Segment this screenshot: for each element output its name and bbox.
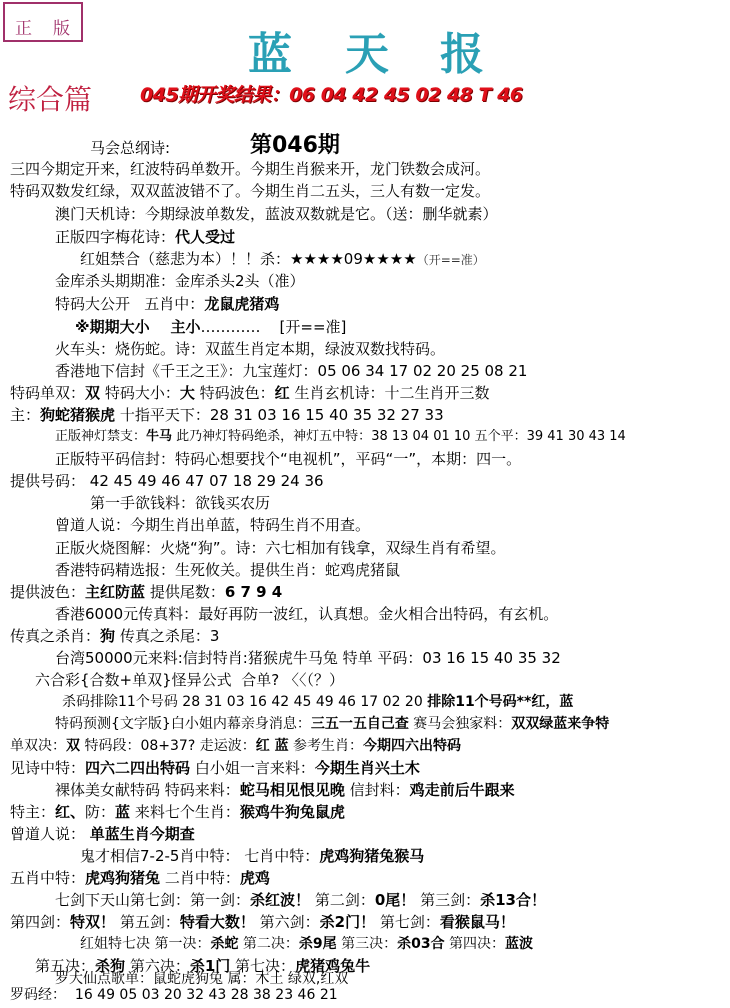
rule-4-value: 蓝波 (505, 936, 534, 952)
sword-1-label: 第一剑： (190, 891, 251, 909)
line-label: 罗大仙点歌单： (55, 971, 153, 987)
line-label-2: 赛马会独家料： (413, 716, 512, 732)
line-value-2: 今期生肖兴土木 (314, 759, 420, 777)
line-23 (10, 625, 219, 647)
line-value-2: 蛇鸡虎猪鼠 (325, 561, 401, 579)
masthead-title (0, 18, 730, 80)
line-17 (90, 492, 270, 514)
sword-4-label: 第四剑： (10, 913, 71, 931)
rule-7-value: 虎猪鸡兔牛 (295, 957, 371, 975)
masthead-char-2: 天 (345, 29, 391, 80)
line-label: 火车头： (55, 340, 116, 358)
sword-6-label: 第六剑： (259, 913, 320, 931)
line-value: 蛇马相见恨见晚 (239, 781, 345, 799)
line-19 (55, 537, 506, 559)
line-label-2: 七肖中特： (244, 847, 320, 865)
sword-6-value: 杀2门！ (319, 913, 376, 931)
line-label: 台湾50000元来料:信封特肖: (55, 649, 248, 667)
line-label: 五肖中特： (10, 869, 86, 887)
line-15 (55, 448, 521, 470)
line-numbers: 28 31 03 16 15 40 35 32 27 33 (209, 406, 444, 424)
line-value: 最好再防一波红，认真想。金火相合出特码，有玄机。 (198, 605, 559, 623)
line-18 (55, 514, 370, 536)
line-04 (55, 203, 498, 225)
line-06 (80, 248, 485, 270)
sword-7-value: 看猴鼠马！ (439, 913, 515, 931)
line-11 (55, 360, 527, 382)
line-32 (10, 823, 195, 845)
masthead-char-3: 报 (440, 29, 486, 80)
line-numbers: 28 31 03 16 42 45 49 46 17 02 20 (182, 694, 423, 710)
line-value-3: 猴鸡牛狗兔鼠虎 (239, 803, 345, 821)
line-21 (10, 581, 282, 603)
line-label: 红姐禁合（慈悲为本）！！杀： (80, 250, 291, 268)
rule-6-value: 杀1门 (189, 957, 231, 975)
line-value: 牛马 (146, 429, 173, 444)
rule-3-value: 杀03合 (397, 936, 445, 952)
line-02 (10, 158, 490, 180)
line-label-2: 特码段： (84, 738, 141, 754)
stamp-left-char: 正 (15, 19, 32, 39)
line-label: 正版四字梅花诗： (55, 228, 176, 246)
line-value: 虎鸡狗猪兔 (85, 869, 161, 887)
line-value-3: 红 蓝 (255, 738, 289, 754)
line-label-2: 提供生肖： (250, 561, 326, 579)
line-label-2: 白小姐一言来料： (194, 759, 315, 777)
line-22 (55, 603, 558, 625)
line-label: 澳门天机诗： (55, 205, 146, 223)
line-value: 今期绿波单数发，蓝波双数就是它。（送：删华就素） (145, 205, 498, 223)
line-value: 排除11个号码**红，蓝 (427, 694, 574, 710)
stamp-right-char: 版 (53, 19, 70, 39)
line-numbers: 05 06 34 17 02 20 25 08 21 (317, 362, 528, 380)
line-value: 双 (66, 738, 80, 754)
rule-4-label: 第四决： (449, 936, 506, 952)
value-zodiac-poem: 十二生肖开三数 (384, 384, 490, 402)
line-05 (55, 226, 235, 248)
rule-1-value: 杀蛇 (210, 936, 239, 952)
label-size: 特码大小： (104, 384, 180, 402)
line-24 (55, 647, 561, 669)
line-value: 欲钱买农历 (195, 494, 271, 512)
line-value-2: 3 (209, 627, 220, 645)
line-value: 〈〈（？） (283, 671, 344, 689)
line-label-3: 五个平： (474, 429, 527, 444)
line-25 (35, 669, 344, 691)
line-value: 四六二四出特码 (85, 759, 191, 777)
sword-1-value: 杀红波！ (250, 891, 311, 909)
rule-3-label: 第三决： (341, 936, 398, 952)
sword-5-value: 特看大数！ (179, 913, 255, 931)
line-label: 六合彩{合数+单双}怪异公式 合单? (35, 671, 280, 689)
masthead-char-1: 蓝 (248, 29, 294, 80)
line-value: 火烧“狗”。诗：六七相加有钱拿，双绿生肖有希望。 (160, 539, 506, 557)
line-label-2: 特单 平码： (342, 649, 423, 667)
issue-number: 第046期 (250, 133, 340, 158)
sword-2-value: 0尾！ (374, 891, 416, 909)
line-label: 第一手欲钱料： (90, 494, 196, 512)
line-label: 香港地下信封《千王之王》： (55, 362, 243, 380)
line-33 (80, 845, 424, 867)
line-value-2: 双双绿蓝来争特 (511, 716, 610, 732)
line-value: 红、 (55, 803, 86, 821)
line-label: 特码预测{文字版}白小姐内幕亲身消息： (55, 716, 311, 732)
line-31 (10, 801, 345, 823)
line-label: 特码大公开 五肖中： (55, 295, 205, 313)
line-label: 曾道人说： (55, 516, 131, 534)
line-value: ★★★★09★★★★ (290, 250, 417, 268)
line-40 (10, 986, 338, 1004)
section-label: 综合篇 (8, 83, 93, 116)
line-label: 主： (10, 406, 41, 424)
line-label: 裸体美女献特码 (55, 781, 161, 799)
line-30 (55, 779, 515, 801)
rule-6-label: 第六决： (129, 957, 190, 975)
line-label-2: 传真之杀尾： (119, 627, 210, 645)
line-label: 香港特码精选报： (55, 561, 176, 579)
line-label: 杀码排除11个号码 (62, 694, 178, 710)
line-value: 虎鸡狗猪兔猴马 (319, 847, 425, 865)
poem-heading: 马会总纲诗: (90, 139, 171, 157)
line-20 (55, 559, 400, 581)
sword-5-label: 第五剑： (119, 913, 180, 931)
line-label: 七剑下天山第七剑： (55, 891, 191, 909)
line-value: 主红防蓝 (85, 583, 146, 601)
line-label-3: 来料七个生肖： (134, 803, 240, 821)
line-label: 曾道人说： (10, 825, 86, 843)
line-note: ………… [开==准] (200, 318, 347, 336)
line-value: 狗蛇猪猴虎 (40, 406, 116, 424)
line-value-2: 蓝 (115, 803, 131, 821)
line-34 (10, 867, 270, 889)
rule-5-value: 杀狗 (95, 957, 126, 975)
line-16 (10, 470, 324, 492)
line-03 (10, 180, 490, 202)
label-color: 特码波色： (199, 384, 275, 402)
line-14 (55, 426, 626, 448)
line-label: 鬼才相信7-2-5肖中特： (80, 847, 240, 865)
line-value-2: 虎鸡 (239, 869, 270, 887)
line-label: 金库杀头期期准： (55, 272, 176, 290)
line-numbers: 42 45 49 46 47 07 18 29 24 36 (89, 472, 324, 490)
label-odd-even: 特码单双： (10, 384, 86, 402)
line-label-2: 九宝莲灯： (242, 362, 318, 380)
line-label: 提供波色： (10, 583, 86, 601)
line-numbers-2: 39 41 30 43 14 (526, 429, 626, 444)
line-36 (10, 911, 515, 933)
line-label: 正版特平码信封： (55, 450, 176, 468)
line-08 (55, 293, 279, 315)
line-label: ※期期大小 主小 (75, 318, 201, 336)
line-numbers: 03 16 15 40 35 32 (422, 649, 561, 667)
value-odd-even: 双 (85, 384, 101, 402)
line-label-2: 此乃神灯特码绝杀，神灯五中特： (176, 429, 372, 444)
line-label: 见诗中特： (10, 759, 86, 777)
line-label-2: 提供尾数： (149, 583, 225, 601)
sword-2-label: 第二剑： (314, 891, 375, 909)
line-label: 正版神灯禁支： (55, 429, 147, 444)
line-value-2: 鸡走前后牛跟来 (409, 781, 515, 799)
line-37 (80, 933, 533, 955)
value-size: 大 (179, 384, 195, 402)
line-note: （开==准） (416, 253, 485, 267)
line-label: 提供号码： (10, 472, 86, 490)
rule-2-value: 杀9尾 (298, 936, 337, 952)
line-value-2: 6 7 9 4 (224, 583, 283, 601)
line-label: 特主： (10, 803, 56, 821)
line-27 (55, 713, 609, 735)
poem-line-2: 特码双数发红绿，双双蓝波错不了。今期生肖二五头，三人有数一定发。 (10, 182, 491, 200)
line-label-2: 二肖中特： (164, 869, 240, 887)
sword-3-label: 第三剑： (420, 891, 481, 909)
line-value-2: 08+37? (140, 738, 196, 754)
line-value: 烧伤蛇。诗：双蓝生肖定本期，绿波双数找特码。 (115, 340, 446, 358)
line-10 (55, 338, 445, 360)
line-value: 龙鼠虎猪鸡 (204, 295, 280, 313)
line-label-2: 属： (227, 971, 256, 987)
line-40-b: 16 49 05 03 20 32 43 28 38 23 46 21 (74, 987, 338, 1003)
line-label: 正版火烧图解： (55, 539, 161, 557)
line-35 (55, 889, 546, 911)
line-label: 传真之杀肖： (10, 627, 101, 645)
poem-line-1: 三四今期定开来，红波特码单数开。今期生肖猴来开，龙门铁数会成河。 (10, 160, 491, 178)
line-29 (10, 757, 420, 779)
line-value: 鼠蛇虎狗兔 (153, 971, 223, 987)
line-26 (62, 691, 573, 713)
line-value: 今期生肖出单蓝，特码生肖不用查。 (130, 516, 371, 534)
rule-5-label: 第五决： (35, 957, 96, 975)
line-value: 代人受过 (175, 228, 236, 246)
label-zodiac-poem: 生肖玄机诗： (294, 384, 385, 402)
result-banner: 045期开奖结果：06 04 42 45 02 48 T 46 (140, 84, 523, 106)
line-value-2: 木土 (255, 971, 284, 987)
line-label-3: 信封料： (349, 781, 410, 799)
line-value: 猪猴虎牛马兔 (247, 649, 338, 667)
line-value: 三五一五自己查 (310, 716, 409, 732)
sword-7-label: 第七剑： (379, 913, 440, 931)
line-label-2: 特码来料： (164, 781, 240, 799)
line-value-3: 绿双,红双 (287, 971, 349, 987)
line-28 (10, 735, 461, 757)
line-label: 红姐特七决 (80, 936, 150, 952)
rule-1-label: 第一决： (154, 936, 211, 952)
line-value-4: 今期四六出特码 (363, 738, 462, 754)
line-13 (10, 404, 444, 426)
line-label-4: 参考生肖： (293, 738, 364, 754)
line-value: 狗 (100, 627, 116, 645)
line-value: 特码心想要找个“电视机”，平码“一”，本期：四一。 (175, 450, 522, 468)
rule-2-label: 第二决： (242, 936, 299, 952)
sword-3-value: 杀13合！ (480, 891, 546, 909)
line-09 (75, 316, 346, 338)
line-value: 生死攸关。 (175, 561, 251, 579)
line-value: 金库杀头2头（准） (175, 272, 305, 290)
line-label: 单双决： (10, 738, 66, 754)
line-label: 香港6000元传真料： (55, 605, 199, 623)
line-label-2: 十指平天下： (119, 406, 210, 424)
line-01 (90, 137, 170, 159)
value-color: 红 (274, 384, 290, 402)
sword-4-value: 特双！ (70, 913, 116, 931)
line-12 (10, 382, 489, 404)
rule-7-label: 第七决： (235, 957, 296, 975)
line-07 (55, 270, 305, 292)
line-40-a: 罗码经： (10, 987, 75, 1003)
line-label-3: 走运波： (199, 738, 256, 754)
line-numbers: 38 13 04 01 10 (371, 429, 471, 444)
line-label-2: 防： (85, 803, 116, 821)
line-value: 单蓝生肖今期查 (89, 825, 195, 843)
